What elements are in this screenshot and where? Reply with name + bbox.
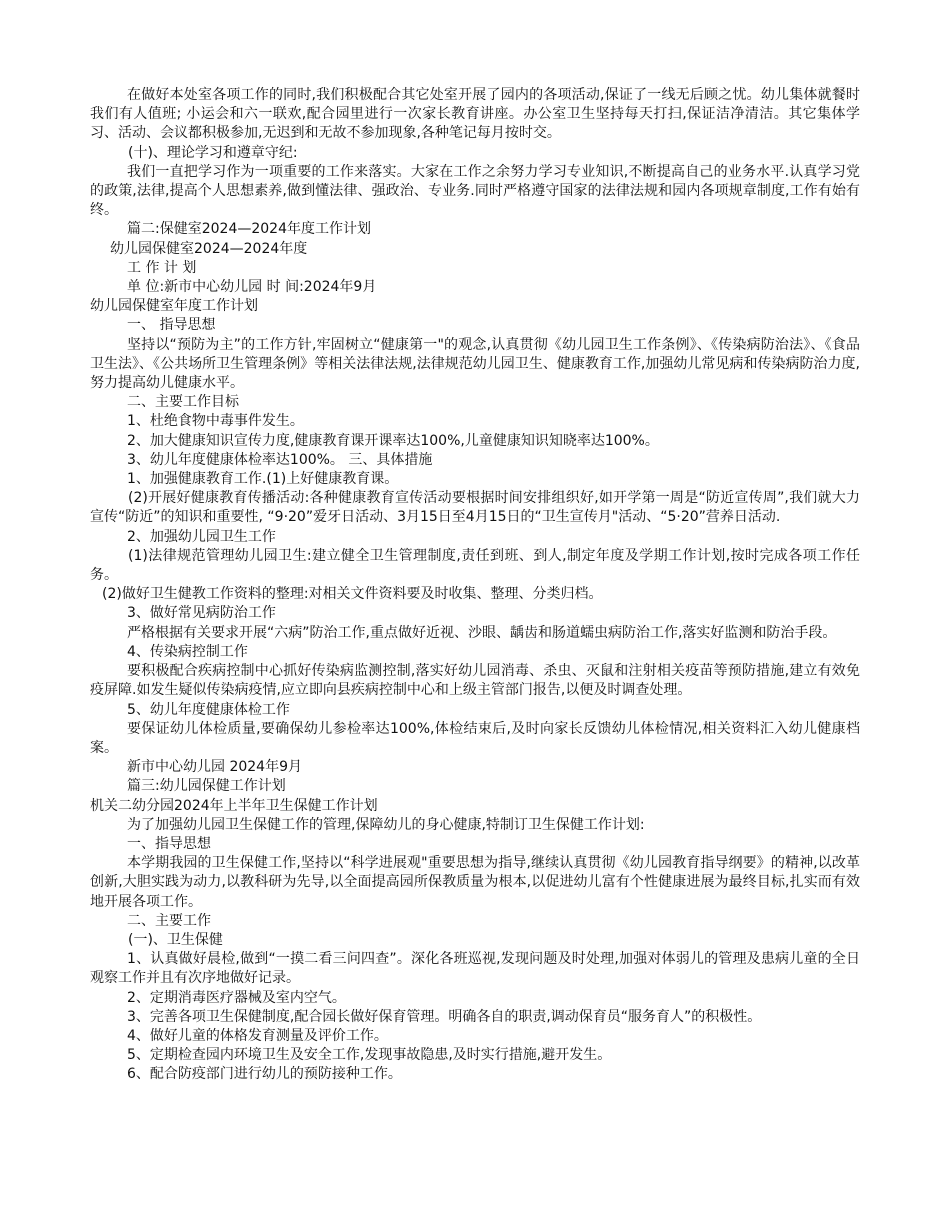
paragraph: 二、主要工作目标 [127,394,239,411]
paragraph: (十)、理论学习和遵章守纪: [128,144,298,161]
paragraph: 1、杜绝食物中毒事件发生。 [127,413,304,430]
paragraph: 5、幼儿年度健康体检工作 [127,701,290,718]
paragraph: 2、定期消毒医疗器械及室内空气。 [127,989,346,1006]
paragraph: 2、加大健康知识宣传力度,健康教育课开课率达100%,儿童健康知识知晓率达100%。 [127,432,659,449]
paragraph: 我们一直把学习作为一项重要的工作来落实。大家在工作之余努力学习专业知识,不断提高自己的业务水平.认真学习党的政策,法律,提高个人思想素养,做到懂法律、强政治、专业务.同时严格遵守国家的法律法规和园内各项规章制度,工作有始有终。 [90,163,860,219]
paragraph: 要积极配合疾病控制中心抓好传染病监测控制,落实好幼儿园消毒、杀虫、灭鼠和注射相关疫苗等预防措施,建立有效免疫屏障.如发生疑似传染病疫情,应立即向县疾病控制中心和上级主管部门报告,以便及时调查处理。 [90,663,860,699]
paragraph: 一、 指导思想 [127,317,216,334]
paragraph: 2、加强幼儿园卫生工作 [127,528,276,545]
paragraph: 一、指导思想 [127,835,211,852]
paragraph: 篇三:幼儿园保健工作计划 [127,778,286,795]
document-body [90,86,860,1085]
paragraph: (一)、卫生保健 [128,931,223,948]
paragraph: 4、做好儿童的体格发育测量及评价工作。 [127,1027,388,1044]
paragraph: (1)法律规范管理幼儿园卫生:建立健全卫生管理制度,责任到班、到人,制定年度及学期工作计划,按时完成各项工作任务。 [90,547,860,584]
paragraph: 幼儿园保健室年度工作计划 [90,298,258,315]
paragraph: 单 位:新市中心幼儿园 时 间:2024年9月 [127,279,377,296]
paragraph: 坚持以“预防为主”的工作方针,牢固树立“健康第一"的观念,认真贯彻《幼儿园卫生工作条例》、《传染病防治法》、《食品卫生法》、《公共场所卫生管理条例》等相关法律法规,法律规范幼儿园卫生、健康教育工作,加强幼儿常见病和传染病防治力度,努力提高幼儿健康水平。 [90,336,860,392]
paragraph: 新市中心幼儿园 2024年9月 [127,759,302,776]
paragraph: 本学期我园的卫生保健工作,坚持以“科学进展观"重要思想为指导,继续认真贯彻《幼儿园教育指导纲要》的精神,以改革创新,大胆实践为动力,以教科研为先导,以全面提高园所保教质量为根本,以促进幼儿富有个性健康进展为最终目标,扎实而有效地开展各项工作。 [90,855,860,910]
paragraph: 1、加强健康教育工作.(1)上好健康教育课。 [127,471,399,488]
paragraph: 1、认真做好晨检,做到“一摸二看三问四查”。深化各班巡视,发现问题及时处理,加强对体弱儿的管理及患病儿童的全日观察工作并且有次序地做好记录。 [90,951,860,987]
paragraph: 4、传染病控制工作 [127,643,248,660]
paragraph: (2)开展好健康教育传播活动:各种健康教育宣传活动要根据时间安排组织好,如开学第一周是“防近宣传周”,我们就大力宣传“防近”的知识和重要性, “9·20”爱牙日活动、3月15日至4月15日的“卫生宣传月"活动、“5·20”营养日活动. [90,490,860,526]
paragraph: 篇二:保健室2024—2024年度工作计划 [127,221,371,238]
paragraph: 机关二幼分园2024年上半年卫生保健工作计划 [90,797,378,814]
paragraph: 3、做好常见病防治工作 [127,605,276,622]
paragraph: 二、主要工作 [127,912,211,929]
paragraph: 为了加强幼儿园卫生保健工作的管理,保障幼儿的身心健康,特制订卫生保健工作计划: [127,816,645,833]
paragraph: 3、完善各项卫生保健制度,配合园长做好保育管理。明确各自的职责,调动保育员“服务育人”的积极性。 [127,1008,762,1025]
paragraph: 工 作 计 划 [127,259,197,276]
paragraph: 幼儿园保健室2024—2024年度 [110,240,308,257]
paragraph: 严格根据有关要求开展“六病”防治工作,重点做好近视、沙眼、龋齿和肠道蠕虫病防治工作,落实好监测和防治手段。 [127,624,837,641]
paragraph: 6、配合防疫部门进行幼儿的预防接种工作。 [127,1066,402,1083]
paragraph: (2)做好卫生健教工作资料的整理:对相关文件资料要及时收集、整理、分类归档。 [102,586,603,603]
paragraph: 在做好本处室各项工作的同时,我们积极配合其它处室开展了园内的各项活动,保证了一线无后顾之忧。幼儿集体就餐时我们有人值班; 小运会和六一联欢,配合园里进行一次家长教育讲座。办公室卫生坚持每天打扫,保证洁净清洁。其它集体学习、活动、会议都积极参加,无迟到和无故不参加现象,各种笔记每月按时交。 [90,87,860,142]
paragraph: 5、定期检查园内环境卫生及安全工作,发现事故隐患,及时实行措施,避开发生。 [127,1047,612,1064]
paragraph: 要保证幼儿体检质量,要确保幼儿参检率达100%,体检结束后,及时向家长反馈幼儿体检情况,相关资料汇入幼儿健康档案。 [90,720,860,756]
paragraph: 3、幼儿年度健康体检率达100%。 三、具体措施 [127,451,433,468]
